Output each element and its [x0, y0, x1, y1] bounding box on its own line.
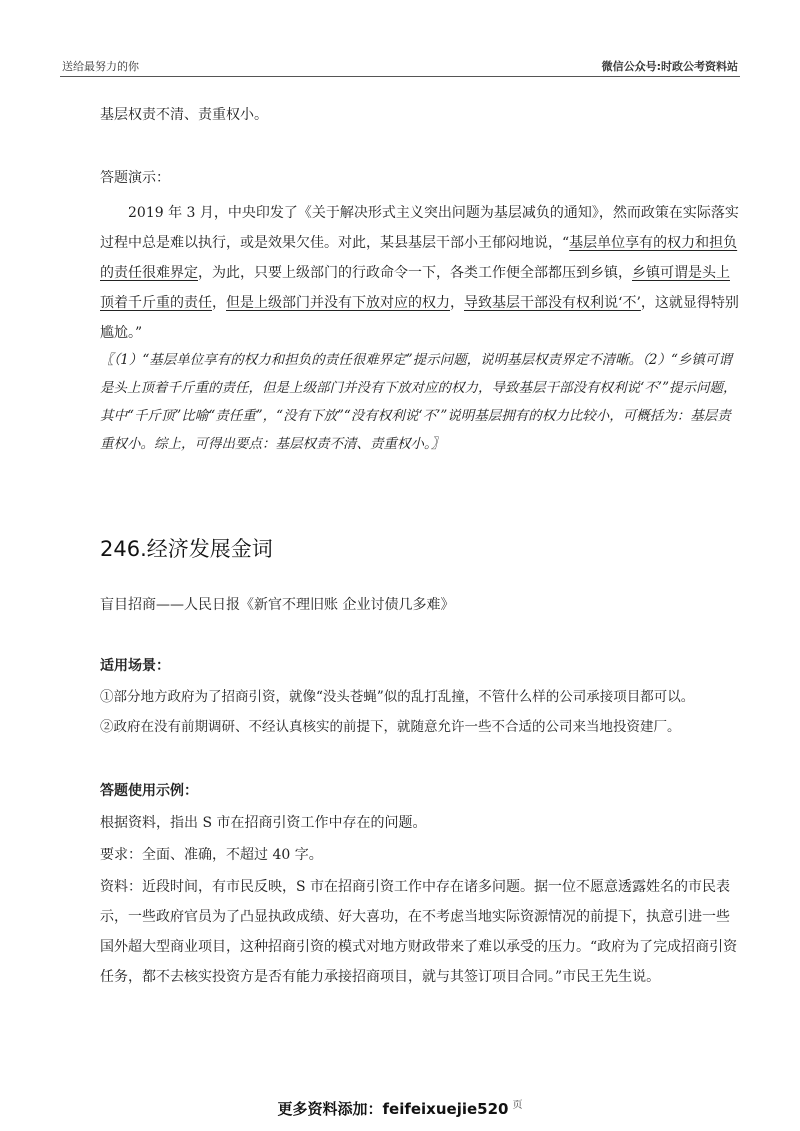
demo-label: 答题演示： [100, 170, 170, 186]
scenes-label: 适用场景： [100, 658, 170, 674]
demo-underline-2: 乡镇可谓是头上顶着千斤重的责任 [100, 265, 730, 311]
demo-text-a: 2019 年 3 月，中央印发了《关于解决形式主义突出问题为基层减负的通知》，然而政策在实际落实过程中总是难以执行，或是效果欠佳。对此，某县基层干部小王郁闷地说，“ [100, 205, 739, 251]
demo-underline-1: 基层单位享有的权力和担负的责任很难界定 [100, 235, 738, 281]
demo-underline-3: 但是上级部门并没有下放对应的权力 [226, 295, 450, 311]
example-question: 根据资料，指出 S 市在招商引资工作中存在的问题。 [100, 815, 427, 831]
scene-item-1: ①部分地方政府为了招商引资，就像“没头苍蝇”似的乱打乱撞，不管什么样的公司承接项目都可以。 [100, 689, 695, 705]
page-footer [0, 1096, 800, 1119]
section-subtitle: 盲目招商——人民日报《新官不理旧账 企业讨债几多难》 [100, 597, 455, 613]
header-wechat: 微信公众号:时政公考资料站 [601, 60, 738, 73]
intro-line: 基层权责不清、责重权小。 [100, 107, 268, 123]
example-label: 答题使用示例： [100, 783, 198, 799]
demo-text-d: ， [450, 295, 464, 311]
demo-text-b: ，为此，只要上级部门的行政命令一下，各类工作便全部都压到乡镇， [198, 265, 632, 281]
example-requirement: 要求：全面、准确，不超过 40 字。 [100, 847, 323, 863]
demo-underline-4: 导致基层干部没有权利说‘不’ [464, 295, 641, 311]
demo-analysis: 〖（1）“基层单位享有的权力和担负的责任很难界定”提示问题，说明基层权责界定不清晰。（2）“乡镇可谓是头上顶着千斤重的责任，但是上级部门并没有下放对应的权力，导致基层干部没有权利说‘不’”提示问题，其中“千斤顶”比喻“责任重”，“没有下放”“没有权利说‘不’”说明基层拥有的权力比较小，可概括为：基层责重权小。综上，可得出要点：基层权责不清、责重权小。〗 [100, 352, 737, 452]
demo-text-e: ，这就显得特别尴尬。” [100, 295, 739, 341]
example-material: 资料：近段时间，有市民反映，S 市在招商引资工作中存在诸多问题。据一位不愿意透露姓名的市民表示，一些政府官员为了凸显执政成绩、好大喜功，在不考虑当地实际资源情况的前提下，执意引进一些国外超大型商业项目，这种招商引资的模式对地方财政带来了难以承受的压力。“政府为了完成招商引资任务，都不去核实投资方是否有能力承接招商项目，就与其签订项目合同。”市民王先生说。 [100, 879, 738, 985]
scene-item-2: ②政府在没有前期调研、不经认真核实的前提下，就随意允许一些不合适的公司来当地投资建厂。 [100, 719, 681, 735]
header-slogan: 送给最努力的你 [62, 60, 139, 73]
page-header [60, 54, 740, 77]
footer-contact: 更多资料添加：feifeixuejie520 [277, 1100, 509, 1118]
footer-page: 页 [512, 1100, 523, 1111]
demo-paragraph [100, 198, 740, 348]
demo-text-c: ， [212, 295, 226, 311]
section-title: 246.经济发展金词 [100, 537, 273, 561]
